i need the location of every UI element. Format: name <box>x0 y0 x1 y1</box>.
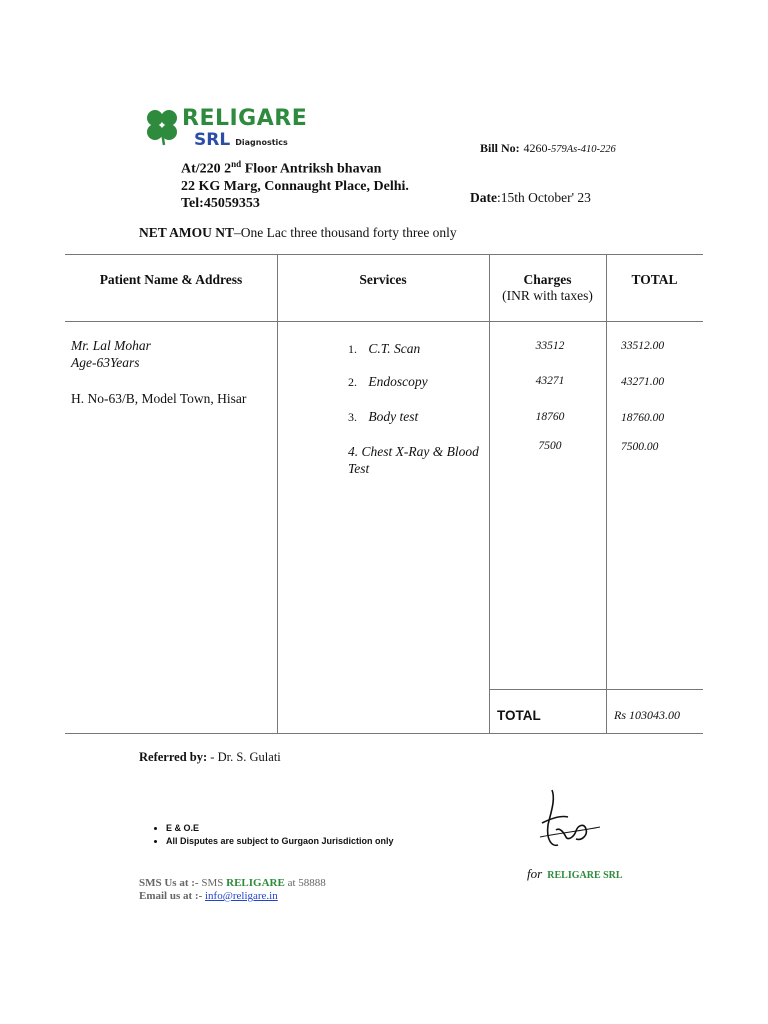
total-value: 43271.00 <box>621 376 665 388</box>
column-divider-1 <box>277 254 278 734</box>
charge-value: 7500 <box>538 440 562 452</box>
service-row: 2. Endoscopy <box>348 374 428 389</box>
charge-value: 43271 <box>535 375 565 387</box>
clover-logo-icon <box>142 106 182 146</box>
referred-by: Referred by: - Dr. S. Gulati <box>139 750 281 764</box>
address-line-1: At/220 2nd Floor Antriksh bhavan <box>181 159 382 177</box>
table-top-border <box>65 254 703 255</box>
notes-list <box>146 822 394 848</box>
net-amount: NET AMOU NT–One Lac three thousand forty three only <box>139 225 457 240</box>
patient-name: Mr. Lal Mohar <box>71 338 151 353</box>
signature-caption: for RELIGARE SRL <box>527 866 623 881</box>
table-header-border <box>65 321 703 322</box>
bill-date: Date:15th October' 23 <box>470 190 591 205</box>
charge-value: 18760 <box>535 411 565 423</box>
address-line-2: 22 KG Marg, Connaught Place, Delhi. <box>181 178 409 194</box>
logo <box>142 104 308 150</box>
diagnostics-text: Diagnostics <box>235 138 288 147</box>
brand-sub <box>182 130 288 150</box>
sub-brand-text: SRL <box>194 130 231 150</box>
email-link[interactable]: info@religare.in <box>205 890 278 902</box>
signature-mark <box>530 785 610 865</box>
grand-total-value: Rs 103043.00 <box>614 708 680 722</box>
total-value: 7500.00 <box>621 441 659 453</box>
note-item: • All Disputes are subject to Gurgaon Jurisdiction only <box>166 835 394 848</box>
brand-name: RELIGARE <box>182 106 308 131</box>
header-services: Services <box>359 272 407 287</box>
footer-email: Email us at :- info@religare.in <box>139 890 278 902</box>
total-value: 33512.00 <box>621 340 665 352</box>
header-charges: Charges (INR with taxes) <box>502 272 593 303</box>
total-row-border <box>489 689 703 690</box>
column-divider-3 <box>606 254 607 734</box>
grand-total-label: TOTAL <box>497 708 541 723</box>
patient-address: H. No-63/B, Model Town, Hisar <box>71 391 247 406</box>
service-row: 1. C.T. Scan <box>348 341 421 356</box>
note-item: • E & O.E <box>166 822 394 835</box>
patient-age: Age-63Years <box>71 355 140 370</box>
lab-address <box>181 156 409 212</box>
footer-sms: SMS Us at :- SMS RELIGARE at 58888 <box>139 877 326 889</box>
address-line-3: Tel:45059353 <box>181 195 260 211</box>
service-row: 3. Body test <box>348 409 419 424</box>
header-total: TOTAL <box>631 272 678 287</box>
column-divider-2 <box>489 254 490 734</box>
bill-number: Bill No: 4260-579As-410-226 <box>480 141 616 155</box>
header-patient: Patient Name & Address <box>99 272 243 287</box>
charge-value: 33512 <box>535 340 565 352</box>
total-value: 18760.00 <box>621 412 665 424</box>
table-bottom-border <box>65 733 703 734</box>
service-row: 4. Chest X-Ray & Blood Test <box>348 444 479 476</box>
